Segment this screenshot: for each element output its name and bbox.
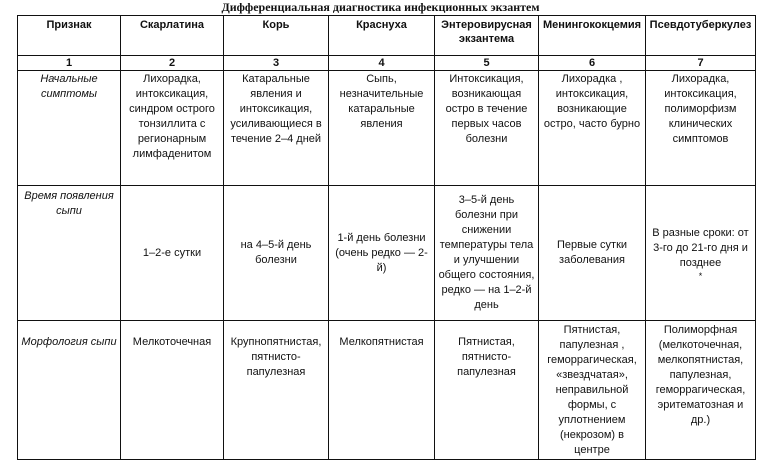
column-header: Энтеровирусная экзантема (435, 16, 539, 56)
table-cell: Пятнистая, папулезная , геморрагическая, «звездчатая», неправильной формы, с уплотнением (некрозом) в центре (539, 321, 646, 460)
table-cell: Катаральные явления и интоксикация, усиливающиеся в течение 2–4 дней (224, 71, 329, 186)
row-sign-label: Морфология сыпи (18, 321, 121, 460)
table-row (18, 71, 756, 186)
column-header: Менингококцемия (539, 16, 646, 56)
column-number: 7 (646, 56, 756, 71)
column-header: Скарлатина (121, 16, 224, 56)
table-cell: Интоксикация, возникающая остро в течение первых часов болезни (435, 71, 539, 186)
table-cell: Полиморфная (мелкоточечная, мелкопятнистая, папулезная, геморрагическая, эритематозная и др.) (646, 321, 756, 460)
table-cell: Крупнопятнистая, пятнисто-папулезная (224, 321, 329, 460)
column-number: 6 (539, 56, 646, 71)
table-cell: Лихорадка, интоксикация, синдром острого тонзиллита с регионарным лимфаденитом (121, 71, 224, 186)
table-title: Дифференциальная диагностика инфекционных экзантем (221, 0, 540, 14)
table-row (18, 186, 756, 321)
column-header: Признак (18, 16, 121, 56)
row-sign-label: Время появления сыпи (18, 186, 121, 321)
column-header: Корь (224, 16, 329, 56)
table-cell: 1–2-е сутки (121, 186, 224, 321)
footnote-mark: * (698, 270, 703, 281)
table-cell-text: В разные сроки: от 3-го до 21-го дня и позднее (652, 226, 749, 269)
table-cell: Лихорадка, интоксикация, полиморфизм клинических симптомов (646, 71, 756, 186)
column-number-row (18, 56, 756, 71)
column-number: 2 (121, 56, 224, 71)
column-number: 5 (435, 56, 539, 71)
table-row (18, 321, 756, 460)
column-header: Краснуха (329, 16, 435, 56)
differential-diagnosis-table (17, 15, 756, 460)
table-cell: Сыпь, незначительные катаральные явления (329, 71, 435, 186)
column-number: 4 (329, 56, 435, 71)
table-cell (646, 186, 756, 321)
column-number: 1 (18, 56, 121, 71)
column-header: Псевдотуберкулез (646, 16, 756, 56)
row-sign-label: Начальные симптомы (18, 71, 121, 186)
table-cell: Пятнистая, пятнисто-папулезная (435, 321, 539, 460)
table-cell: Первые сутки заболевания (539, 186, 646, 321)
table-cell: 1-й день болезни (очень редко — 2-й) (329, 186, 435, 321)
table-cell: Мелкоточечная (121, 321, 224, 460)
header-row (18, 16, 756, 56)
table-cell: Мелкопятнистая (329, 321, 435, 460)
table-cell: 3–5-й день болезни при снижении температуры тела и улучшении общего состояния, редко — на 1–2-й день (435, 186, 539, 321)
table-cell: на 4–5-й день болезни (224, 186, 329, 321)
table-cell: Лихорадка , интоксикация, возникающие остро, часто бурно (539, 71, 646, 186)
column-number: 3 (224, 56, 329, 71)
